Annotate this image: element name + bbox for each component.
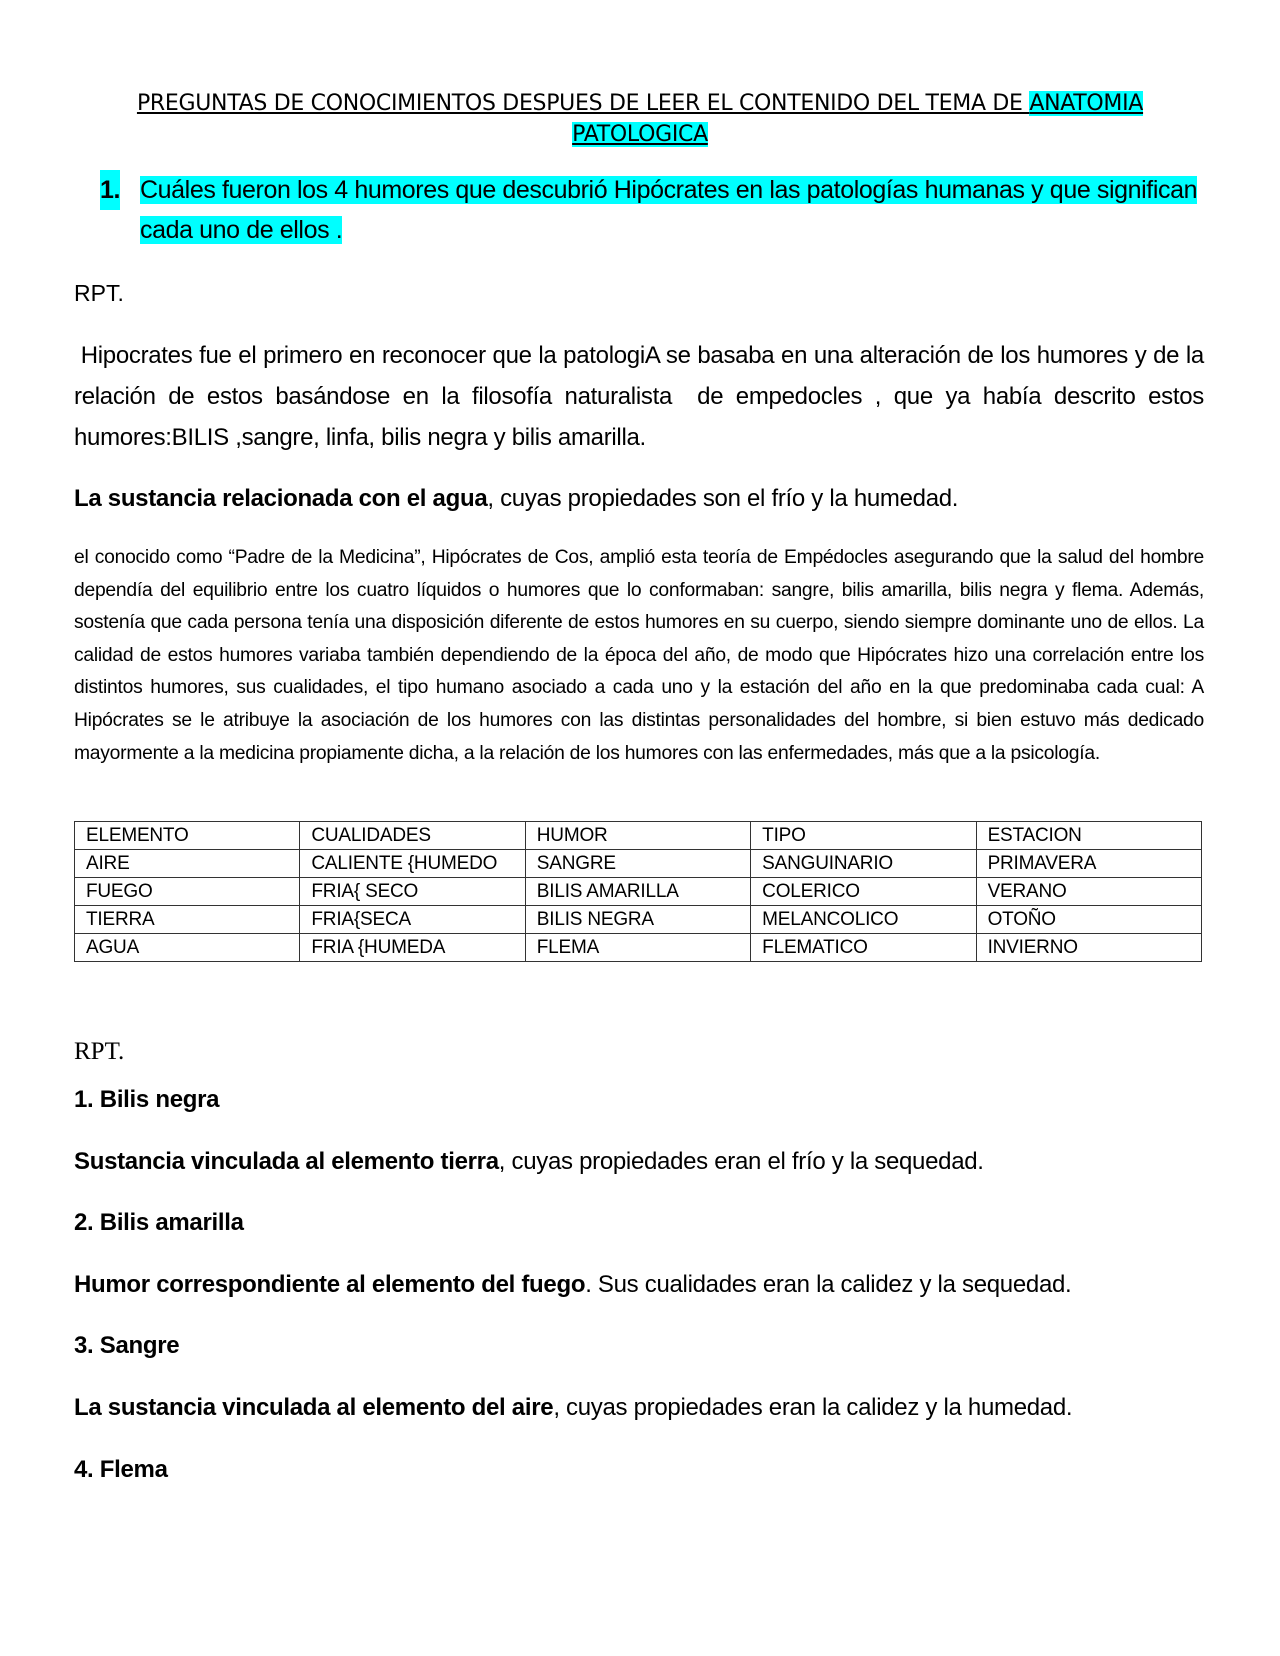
answer-heading-2: 2. Bilis amarilla — [74, 1209, 244, 1236]
table-cell: CALIENTE {HUMEDO — [300, 850, 525, 878]
answer-text-1 — [74, 1147, 1204, 1177]
answer-text-2 — [74, 1270, 1204, 1300]
table-row — [75, 934, 1202, 962]
table-cell: TIERRA — [75, 906, 300, 934]
table-cell: OTOÑO — [976, 906, 1201, 934]
agua-line-rest: , cuyas propiedades son el frío y la humedad. — [487, 485, 959, 512]
table-cell: SANGRE — [525, 850, 750, 878]
title-highlight-anatomia: ANATOMIA — [1029, 91, 1144, 116]
table-cell: PRIMAVERA — [976, 850, 1201, 878]
table-cell: FRIA{ SECO — [300, 878, 525, 906]
table-cell: FUEGO — [75, 878, 300, 906]
answer-text-1-rest: , cuyas propiedades eran el frío y la sequedad. — [498, 1148, 984, 1175]
rpt-label-2: RPT. — [74, 1038, 125, 1065]
table-row — [75, 878, 1202, 906]
table-cell: AIRE — [75, 850, 300, 878]
table-header-cell: CUALIDADES — [300, 822, 525, 850]
table-cell: FLEMA — [525, 934, 750, 962]
table-cell: FRIA {HUMEDA — [300, 934, 525, 962]
table-header-cell: ELEMENTO — [75, 822, 300, 850]
answer-heading-1: 1. Bilis negra — [74, 1086, 220, 1113]
agua-line-bold: La sustancia relacionada con el agua — [74, 485, 488, 512]
answer-text-3 — [74, 1393, 1204, 1423]
table-cell: BILIS NEGRA — [525, 906, 750, 934]
agua-line — [74, 484, 1204, 514]
answer-heading-3: 3. Sangre — [74, 1332, 180, 1359]
table-cell: FRIA{SECA — [300, 906, 525, 934]
answer-heading-4: 4. Flema — [74, 1456, 168, 1483]
table-header-cell: ESTACION — [976, 822, 1201, 850]
long-paragraph: el conocido como “Padre de la Medicina”, Hipócrates de Cos, amplió esta teoría de Empédocles asegurando que la salud del hombre dependía del equilibrio entre los cuatro líquidos o humores que lo conformaban: sangre, bilis amarilla, bilis negra y flema. Además, sostenía que cada persona tenía una disposición diferente de estos humores en su cuerpo, siendo siempre dominante uno de ellos. La calidad de estos humores variaba también dependiendo de la época del año, de modo que Hipócrates hizo una correlación entre los distintos humores, sus cualidades, el tipo humano asociado a cada uno y la estación del año en la que predominaba cada cual: A Hipócrates se le atribuye la asociación de los humores con las distintas personalidades del hombre, si bien estuvo más dedicado mayormente a la medicina propiamente dicha, a la relación de los humores con las enfermedades, más que a la psicología. — [74, 547, 1204, 764]
answer-text-1-bold: Sustancia vinculada al elemento tierra — [74, 1148, 499, 1175]
table-cell: COLERICO — [751, 878, 976, 906]
question-1 — [100, 170, 1205, 250]
table-cell: VERANO — [976, 878, 1201, 906]
question-number: 1. — [100, 170, 120, 210]
answer-text-2-rest: . Sus cualidades eran la calidez y la sequedad. — [585, 1271, 1072, 1298]
table-cell: MELANCOLICO — [751, 906, 976, 934]
answer-text-3-rest: , cuyas propiedades eran la calidez y la humedad. — [553, 1394, 1073, 1421]
document-title — [74, 88, 1206, 150]
table-header-cell: HUMOR — [525, 822, 750, 850]
title-text: PREGUNTAS DE CONOCIMIENTOS DESPUES DE LEER EL CONTENIDO DEL TEMA DE — [136, 91, 1030, 116]
table-cell: INVIERNO — [976, 934, 1201, 962]
table-cell: AGUA — [75, 934, 300, 962]
table-row — [75, 906, 1202, 934]
question-text-wrap — [140, 170, 1205, 250]
title-highlight-patologica: PATOLOGICA — [572, 122, 708, 147]
question-text: Cuáles fueron los 4 humores que descubrió Hipócrates en las patologías humanas y que significan cada uno de ellos . — [140, 176, 1198, 244]
intro-paragraph: Hipocrates fue el primero en reconocer que la patologiA se basaba en una alteración de los humores y de la relación de estos basándose en la filosofía naturalista de empedocles , que ya había descrito estos humores:BILIS ,sangre, linfa, bilis negra y bilis amarilla. — [74, 342, 1211, 451]
answer-text-3-bold: La sustancia vinculada al elemento del aire — [74, 1394, 554, 1421]
table-header-cell: TIPO — [751, 822, 976, 850]
answer-text-2-bold: Humor correspondiente al elemento del fuego — [74, 1271, 586, 1298]
table-row — [75, 850, 1202, 878]
table-cell: BILIS AMARILLA — [525, 878, 750, 906]
rpt-label-1: RPT. — [74, 280, 124, 306]
humores-table — [74, 821, 1202, 962]
table-cell: FLEMATICO — [751, 934, 976, 962]
table-cell: SANGUINARIO — [751, 850, 976, 878]
table-header-row — [75, 822, 1202, 850]
